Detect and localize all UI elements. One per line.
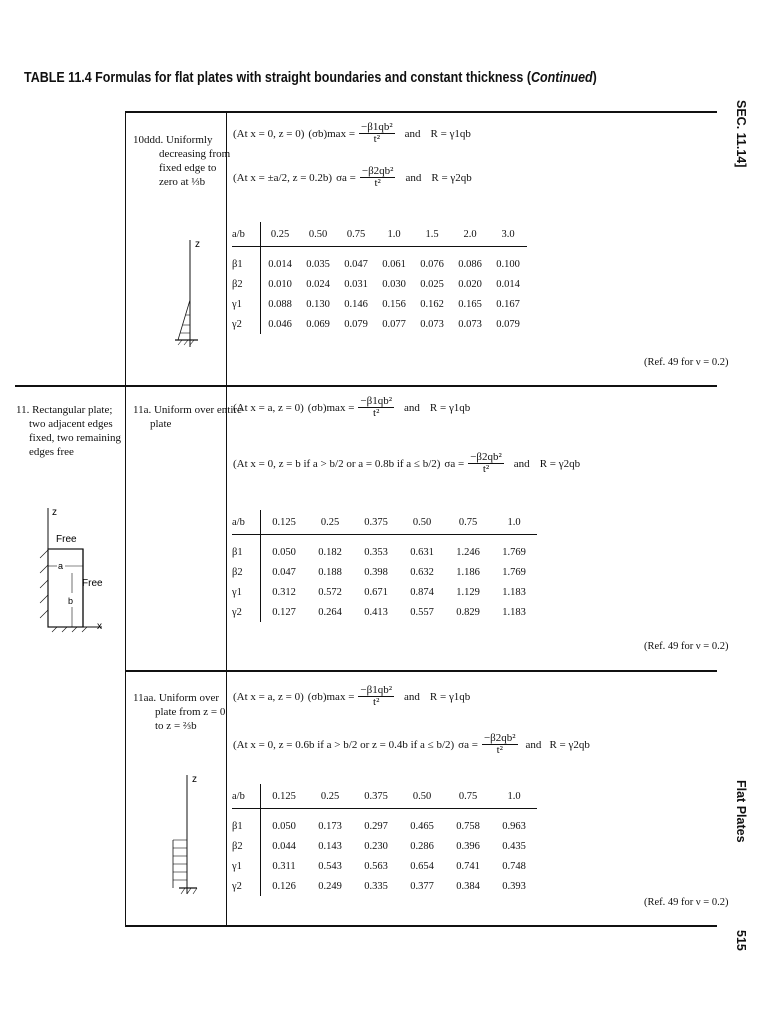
free-top-label: Free [56, 534, 77, 545]
table-cell: 0.061 [382, 258, 406, 270]
table-cell: 0.126 [272, 880, 296, 892]
table-cell: 0.162 [420, 298, 444, 310]
table-cell: 0.047 [272, 566, 296, 578]
table-cell [353, 809, 399, 817]
case-11a-description: 11a. Uniform over entire plate [133, 404, 242, 430]
table-cell: 0.188 [318, 566, 342, 578]
table-cell: 1.183 [502, 606, 526, 618]
table-cell: 0.25 [320, 516, 340, 528]
table-cell [337, 247, 375, 255]
table-cell: 0.010 [268, 278, 292, 290]
table-cell: 0.167 [496, 298, 520, 310]
table-cell: β1 [232, 816, 261, 836]
table-cell: β1 [232, 542, 261, 562]
case-10ddd-reference: (Ref. 49 for ν = 0.2) [644, 357, 729, 368]
table-cell: 0.076 [420, 258, 444, 270]
table-cell: 2.0 [463, 228, 477, 240]
table-cell [353, 535, 399, 543]
table-cell: 0.543 [318, 860, 342, 872]
chapter-label: Flat Plates [734, 780, 748, 843]
column-rule-mid [226, 111, 227, 925]
table-cell: 0.413 [364, 606, 388, 618]
table-cell: 0.25 [320, 790, 340, 802]
table-cell: 0.025 [420, 278, 444, 290]
table-cell: 0.047 [344, 258, 368, 270]
table-cell: 0.088 [268, 298, 292, 310]
table-row [232, 582, 537, 602]
table-cell: 0.829 [456, 606, 480, 618]
eq-fraction: $\frac{\text{−β2qb²}}{\text{t²}}$ [470, 451, 502, 475]
table-cell: 0.25 [270, 228, 290, 240]
table-cell: 0.398 [364, 566, 388, 578]
table-cell: 0.125 [272, 790, 296, 802]
table-cell: 0.024 [306, 278, 330, 290]
table-cell: β2 [232, 836, 261, 856]
table-cell: 0.014 [268, 258, 292, 270]
table-title: TABLE 11.4 Formulas for flat plates with straight boundaries and constant thickness (Continued) [24, 70, 597, 86]
title-continued: Continued [530, 70, 593, 86]
table-cell [261, 535, 308, 543]
table-cell: 0.384 [456, 880, 480, 892]
table-cell [399, 535, 445, 543]
column-rule-left [125, 111, 126, 925]
table-cell: 0.014 [496, 278, 520, 290]
case-11-diagram [30, 503, 110, 633]
table-cell: 0.654 [410, 860, 434, 872]
table-cell: 0.297 [364, 820, 388, 832]
table-cell: 0.230 [364, 840, 388, 852]
case-10ddd-eq1: (At x = 0, z = 0) (σb)max = $\frac{\text{−β1qb²}}{\text{t²}}$ and R = γ1qb [233, 121, 471, 145]
table-cell: 0.50 [308, 228, 328, 240]
table-cell: 3.0 [501, 228, 515, 240]
table-cell: 0.249 [318, 880, 342, 892]
table-cell: a/b [232, 784, 261, 809]
table-cell: 0.75 [346, 228, 366, 240]
table-cell [413, 247, 451, 255]
table-cell [261, 809, 308, 817]
table-row [232, 876, 537, 896]
case-11aa-eq1: (At x = a, z = 0) (σb)max = $\frac{\text{−β1qb²}}{\text{t²}}$ and R = γ1qb [233, 684, 471, 708]
table-cell: 0.086 [458, 258, 482, 270]
case-10ddd-eq2: (At x = ±a/2, z = 0.2b) σa = $\frac{\text{−β2qb²}}{\text{t²}}$ and R = γ2qb [233, 165, 472, 189]
table-cell: 0.75 [458, 790, 478, 802]
case-11aa-table [232, 784, 537, 896]
table-cell: a/b [232, 510, 261, 535]
table-cell [451, 247, 489, 255]
table-cell: 0.077 [382, 318, 406, 330]
table-cell: 0.435 [502, 840, 526, 852]
table-cell: 0.631 [410, 546, 434, 558]
table-cell: 0.557 [410, 606, 434, 618]
table-cell: β1 [232, 254, 261, 274]
table-cell: 0.874 [410, 586, 434, 598]
table-cell [261, 247, 300, 255]
table-cell [491, 809, 537, 817]
table-cell: 1.5 [425, 228, 439, 240]
eq-fraction: $\frac{\text{−β1qb²}}{\text{t²}}$ [360, 395, 393, 419]
case-11aa-reference: (Ref. 49 for ν = 0.2) [644, 897, 729, 908]
table-cell: 0.079 [496, 318, 520, 330]
table-cell: 0.046 [268, 318, 292, 330]
table-cell: 0.312 [272, 586, 296, 598]
table-row [232, 836, 537, 856]
table-cell: a/b [232, 222, 261, 247]
table-cell: 0.671 [364, 586, 388, 598]
z-axis-label: z [52, 507, 57, 518]
table-cell: 0.563 [364, 860, 388, 872]
table-cell: 0.156 [382, 298, 406, 310]
case-10ddd-diagram [170, 235, 215, 350]
table-cell: 0.393 [502, 880, 526, 892]
table-cell: 1.769 [502, 546, 526, 558]
table-cell: 0.286 [410, 840, 434, 852]
table-cell: 0.069 [306, 318, 330, 330]
case-11aa-eq2: (At x = 0, z = 0.6b if a > b/2 or z = 0.4b if a ≤ b/2) σa = $\frac{\text{−β2qb²}}{\text{t²}}$ and R = γ2qb [233, 732, 590, 756]
table-cell [445, 535, 491, 543]
table-cell: 1.0 [387, 228, 401, 240]
rule-top [125, 111, 717, 113]
table-cell: 0.035 [306, 258, 330, 270]
table-cell: 0.130 [306, 298, 330, 310]
table-cell: 1.0 [507, 516, 521, 528]
table-cell: γ1 [232, 294, 261, 314]
table-cell [307, 535, 353, 543]
section-label: SEC. 11.14] [734, 100, 748, 168]
table-cell: 0.050 [272, 820, 296, 832]
rule-bottom [125, 925, 717, 927]
table-cell: 0.143 [318, 840, 342, 852]
table-cell: 0.031 [344, 278, 368, 290]
eq-fraction: $\frac{\text{−β2qb²}}{\text{t²}}$ [361, 165, 394, 189]
table-cell: γ1 [232, 856, 261, 876]
table-cell: 0.572 [318, 586, 342, 598]
eq-fraction: $\frac{\text{−β2qb²}}{\text{t²}}$ [483, 732, 516, 756]
table-cell: 0.173 [318, 820, 342, 832]
table-cell: 1.183 [502, 586, 526, 598]
table-cell [307, 809, 353, 817]
table-cell: 0.125 [272, 516, 296, 528]
table-cell: 1.0 [507, 790, 521, 802]
table-cell: γ1 [232, 582, 261, 602]
table-cell: 0.020 [458, 278, 482, 290]
rule-11aa [125, 670, 717, 672]
table-cell: 0.758 [456, 820, 480, 832]
table-row [232, 602, 537, 622]
table-cell: 0.50 [412, 516, 432, 528]
table-cell [299, 247, 337, 255]
table-cell: 0.377 [410, 880, 434, 892]
dimension-a-label: a [58, 561, 64, 571]
table-cell: 0.353 [364, 546, 388, 558]
rule-11 [15, 385, 717, 387]
case-11a-table [232, 510, 537, 622]
table-cell: γ2 [232, 876, 261, 896]
case-11a-eq1: (At x = a, z = 0) (σb)max = $\frac{\text{−β1qb²}}{\text{t²}}$ and R = γ1qb [233, 395, 471, 419]
table-cell: 0.079 [344, 318, 368, 330]
table-cell: 0.465 [410, 820, 434, 832]
table-cell: 1.246 [456, 546, 480, 558]
table-cell: 0.165 [458, 298, 482, 310]
page-number: 515 [734, 930, 748, 951]
table-cell [375, 247, 413, 255]
table-cell: 0.044 [272, 840, 296, 852]
table-cell: 1.129 [456, 586, 480, 598]
table-cell: γ2 [232, 314, 261, 334]
table-cell: 0.748 [502, 860, 526, 872]
case-10ddd-description: 10ddd. Uniformly decreasing from fixed edge to zero at ⅓b [133, 134, 231, 188]
table-row [232, 274, 527, 294]
table-cell: 0.073 [420, 318, 444, 330]
z-axis-label: z [195, 239, 200, 250]
table-row [232, 542, 537, 562]
eq-fraction: $\frac{\text{−β1qb²}}{\text{t²}}$ [361, 121, 393, 145]
table-cell: 0.264 [318, 606, 342, 618]
table-cell [232, 535, 261, 543]
table-row [232, 816, 537, 836]
table-cell [491, 535, 537, 543]
table-row [232, 562, 537, 582]
table-cell: 0.741 [456, 860, 480, 872]
table-cell: 0.396 [456, 840, 480, 852]
table-row [232, 856, 537, 876]
table-row [232, 314, 527, 334]
table-cell: 0.073 [458, 318, 482, 330]
table-cell: γ2 [232, 602, 261, 622]
case-11aa-diagram [165, 772, 215, 902]
table-cell: 1.186 [456, 566, 480, 578]
table-cell: 0.375 [364, 790, 388, 802]
table-cell: 0.75 [458, 516, 478, 528]
table-cell [489, 247, 527, 255]
case-11a-eq2: (At x = 0, z = b if a > b/2 or a = 0.8b if a ≤ b/2) σa = $\frac{\text{−β2qb²}}{\text{t²}}$ and R = γ2qb [233, 451, 581, 475]
case-11a-reference: (Ref. 49 for ν = 0.2) [644, 641, 729, 652]
case-11-description: 11. Rectangular plate; two adjacent edges fixed, two remaining edges free [16, 404, 121, 458]
table-cell: 0.963 [502, 820, 526, 832]
table-cell: 0.030 [382, 278, 406, 290]
table-cell: 0.632 [410, 566, 434, 578]
table-cell: 0.100 [496, 258, 520, 270]
table-cell [399, 809, 445, 817]
eq-fraction: $\frac{\text{−β1qb²}}{\text{t²}}$ [360, 684, 393, 708]
table-row [232, 254, 527, 274]
case-11aa-description: 11aa. Uniform over plate from z = 0 to z = ⅔b [133, 692, 226, 732]
table-cell: β2 [232, 562, 261, 582]
table-cell: β2 [232, 274, 261, 294]
table-cell: 0.335 [364, 880, 388, 892]
table-cell: 0.050 [272, 546, 296, 558]
free-right-label: Free [82, 578, 103, 589]
table-cell [232, 809, 261, 817]
table-cell [232, 247, 261, 255]
dimension-b-label: b [68, 596, 74, 606]
table-cell: 0.375 [364, 516, 388, 528]
case-10ddd-table [232, 222, 527, 334]
table-cell [445, 809, 491, 817]
table-cell: 0.50 [412, 790, 432, 802]
table-cell: 1.769 [502, 566, 526, 578]
table-cell: 0.127 [272, 606, 296, 618]
x-axis-label: x [97, 621, 102, 632]
table-cell: 0.311 [272, 860, 296, 872]
table-cell: 0.182 [318, 546, 342, 558]
z-axis-label: z [192, 774, 197, 785]
table-cell: 0.146 [344, 298, 368, 310]
table-row [232, 294, 527, 314]
